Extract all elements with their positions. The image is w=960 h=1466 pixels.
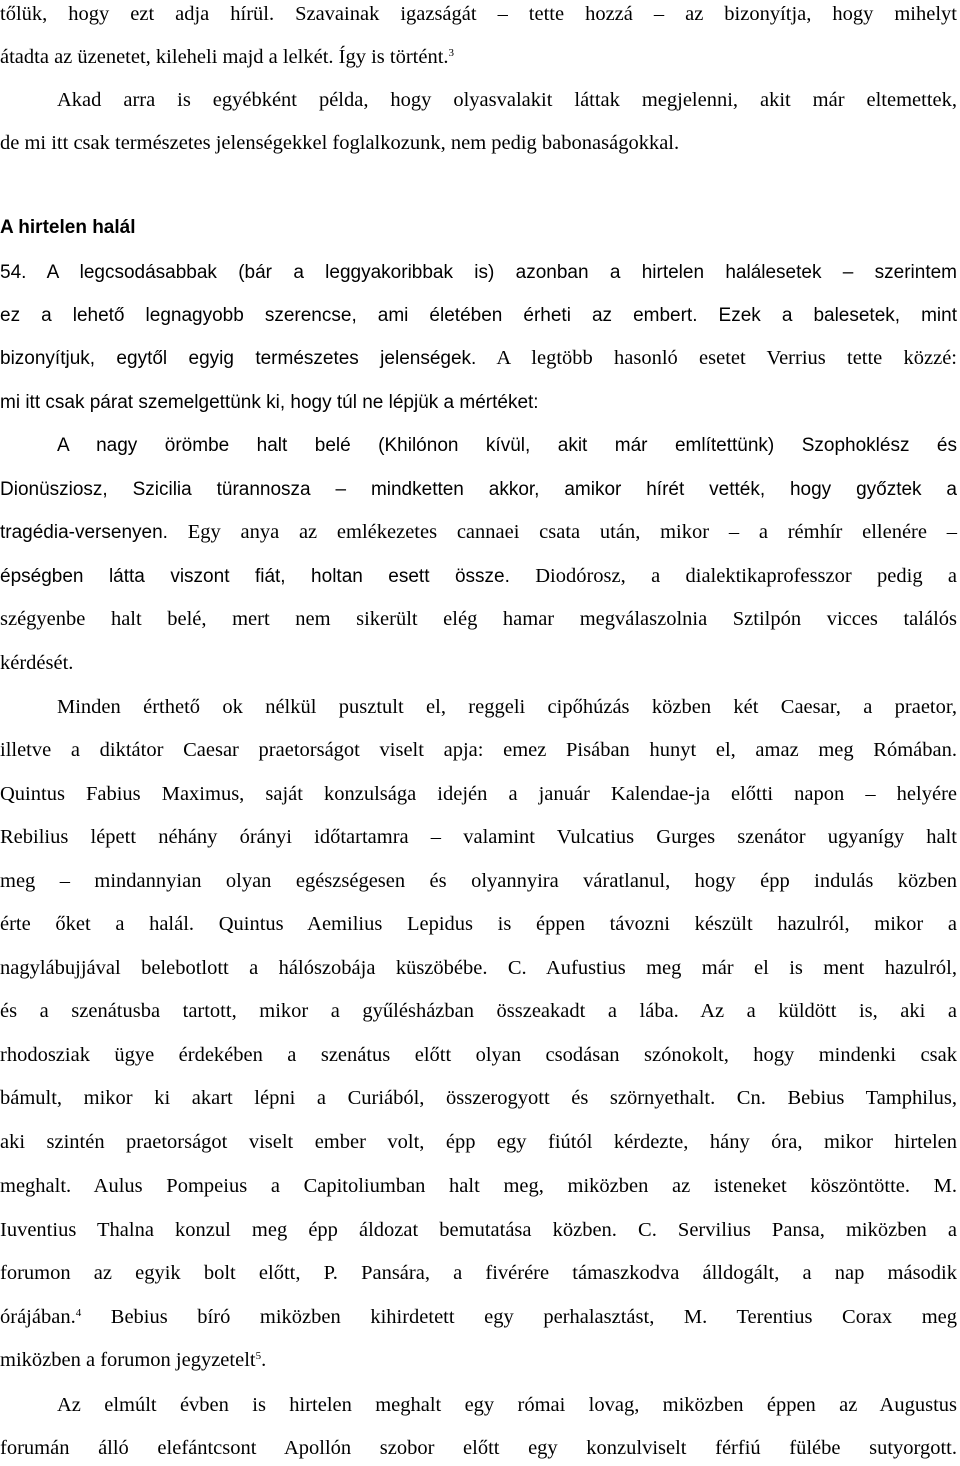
text-line: Quintus Fabius Maximus, saját konzulsága idején a január Kalendae-ja előtti napon – helyére (0, 783, 957, 805)
text-line: szégyenbe halt belé, mert nem sikerült elég hamar megválaszolnia Sztilpón vicces találós (0, 608, 957, 630)
text-line: de mi itt csak természetes jelenségekkel foglalkozunk, nem pedig babonaságokkal. (0, 132, 680, 154)
text-line: Rebilius lépett néhány órányi időtartamra – valamint Vulcatius Gurges szenátor ugyanígy halt (0, 826, 957, 848)
footnote-ref: 5 (255, 1350, 262, 1362)
text-line: meg – mindannyian olyan egészségesen és olyannyira váratlanul, hogy épp indulás közben (0, 870, 957, 892)
text-line: rhodosziak ügye érdekében a szenátus előtt olyan csodásan szónokolt, hogy mindenki csak (0, 1044, 957, 1066)
text-line: meghalt. Aulus Pompeius a Capitoliumban halt meg, miközben az isteneket köszöntötte. M. (0, 1175, 957, 1197)
text-line: épségben látta viszont fiát, holtan esett össze. Diodórosz, a dialektikaprofesszor pedig a (0, 565, 957, 587)
text-line: bizonyítjuk, egytől egyig természetes jelenségek. A legtöbb hasonló esetet Verrius tette közzé: (0, 347, 957, 369)
text-line: miközben a forumon jegyzetelt$^5$. (0, 1349, 267, 1371)
text-line: nagylábujjával belebotlott a hálószobája küszöbébe. C. Aufustius meg már el is ment hazulról, (0, 957, 957, 979)
text-line: bámult, mikor ki akart lépni a Curiából, összerogyott és szörnyethalt. Cn. Bebius Tamphilus, (0, 1087, 957, 1109)
text-line: forumon az egyik bolt előtt, P. Pansára, a fivérére támaszkodva álldogált, a nap második (0, 1262, 957, 1284)
text-line: tragédia-versenyen. Egy anya az emlékezetes cannaei csata után, mikor – a rémhír ellenére – (0, 521, 957, 543)
text-line: A nagy örömbe halt belé (Khilónon kívül, akit már említettünk) Szophoklész és (57, 435, 957, 456)
text-line: Az elmúlt évben is hirtelen meghalt egy római lovag, miközben éppen az Augustus (57, 1394, 957, 1416)
text-line: mi itt csak párat szemelgettünk ki, hogy túl ne lépjük a mértéket: (0, 392, 539, 413)
text-line: Minden érthető ok nélkül pusztult el, reggeli cipőhúzás közben két Caesar, a praetor, (57, 696, 957, 718)
section-heading: A hirtelen halál (0, 217, 136, 238)
text-line: átadta az üzenetet, kileheli majd a lelkét. Így is történt.$^3$ (0, 46, 455, 68)
text-line: kérdését. (0, 652, 74, 674)
text-line: Iuventius Thalna konzul meg épp áldozat bemutatása közben. C. Servilius Pansa, miközben a (0, 1219, 957, 1241)
text-line: forumán álló elefántcsont Apollón szobor előtt egy konzulviselt férfiú fülébe sutyorgott. (0, 1437, 957, 1459)
text-line: ez a lehető legnagyobb szerencse, ami életében érheti az embert. Ezek a balesetek, mint (0, 305, 957, 326)
text-line: érte őket a halál. Quintus Aemilius Lepidus is éppen távozni készült hazulról, mikor a (0, 913, 957, 935)
text-line: aki szintén praetorságot viselt ember volt, épp egy fiútól kérdezte, hány óra, mikor hirtelen (0, 1131, 957, 1153)
text-line: tőlük, hogy ezt adja hírül. Szavainak igazságát – tette hozzá – az bizonyítja, hogy mihelyt (0, 3, 957, 25)
text-line: órájában.$^4$ Bebius bíró miközben kihirdetett egy perhalasztást, M. Terentius Corax meg (0, 1306, 957, 1328)
text-line: Akad arra is egyébként példa, hogy olyasvalakit láttak megjelenni, akit már eltemettek, (57, 89, 957, 111)
footnote-ref: 3 (448, 47, 455, 59)
text-line: és a szenátusba tartott, mikor a gyűlésházban összeakadt a lába. Az a küldött is, aki a (0, 1000, 957, 1022)
text-line: 54. A legcsodásabbak (bár a leggyakoribbak is) azonban a hirtelen halálesetek – szerintem (0, 262, 957, 283)
text-line: Dionüsziosz, Szicilia türannosza – mindketten akkor, amikor hírét vették, hogy győztek a (0, 479, 957, 500)
text-line: illetve a diktátor Caesar praetorságot viselt apja: emez Pisában hunyt el, amaz meg Rómában. (0, 739, 957, 761)
footnote-ref: 4 (75, 1307, 82, 1319)
